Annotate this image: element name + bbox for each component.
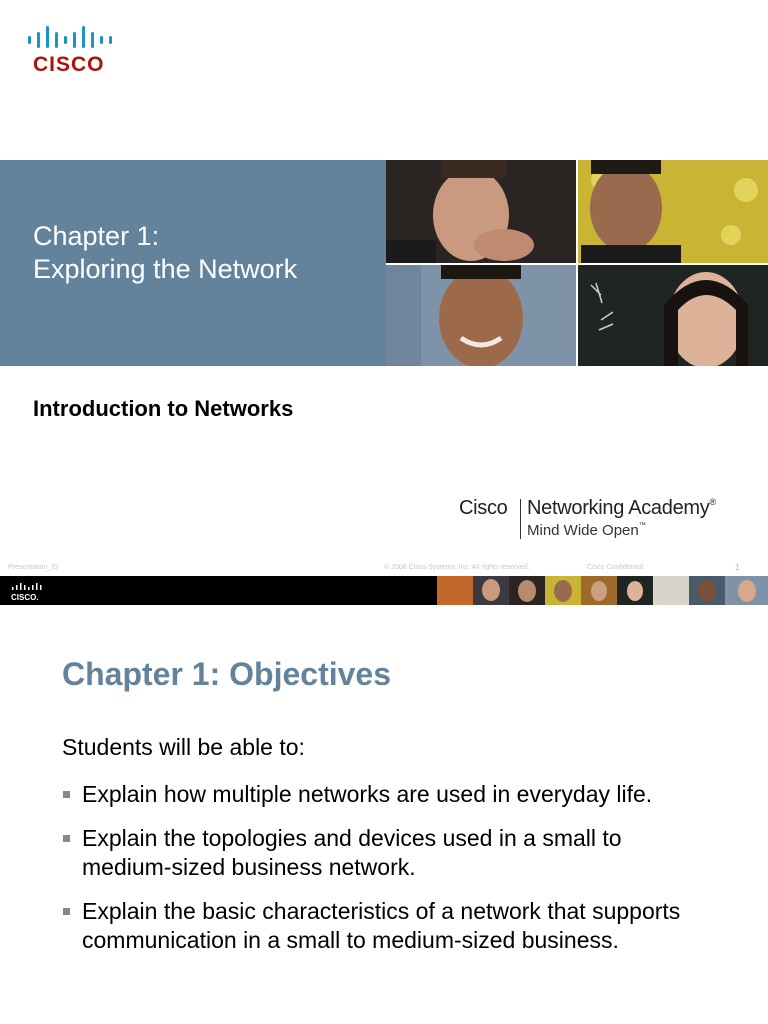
course-subtitle: Introduction to Networks xyxy=(33,396,294,421)
svg-text:CISCO.: CISCO. xyxy=(11,593,39,602)
student-photo-collage xyxy=(386,160,768,366)
square-bullet-icon xyxy=(63,908,70,915)
footer-page-number: 1 xyxy=(735,562,741,572)
footer-presentation-id: Presentation_ID xyxy=(8,564,59,571)
academy-tagline: Mind Wide Open™ xyxy=(527,522,646,539)
academy-name: Networking Academy® xyxy=(527,497,716,519)
mini-cisco-logo-icon xyxy=(10,582,46,602)
objectives-list xyxy=(62,780,712,970)
cisco-logo-wordmark: CISCO xyxy=(33,53,105,76)
objectives-slide xyxy=(0,576,768,1024)
title-line-2: Exploring the Network xyxy=(33,254,298,284)
list-item: Explain how multiple networks are used in everyday life. xyxy=(62,780,712,809)
footer-copyright: © 2008 Cisco Systems, Inc. All rights reserved. xyxy=(384,564,530,571)
list-item: Explain the topologies and devices used in a small to medium-sized business network. xyxy=(62,824,712,882)
slide-title xyxy=(33,220,297,286)
objectives-title: Chapter 1: Objectives xyxy=(62,656,391,692)
square-bullet-icon xyxy=(63,835,70,842)
footer-confidential: Cisco Confidential xyxy=(587,564,644,571)
academy-cisco-word: Cisco xyxy=(459,497,508,519)
header-bar xyxy=(0,576,768,605)
academy-divider xyxy=(520,499,521,539)
title-line-1: Chapter 1: xyxy=(33,221,160,251)
objectives-lead: Students will be able to: xyxy=(62,734,305,760)
square-bullet-icon xyxy=(63,791,70,798)
networking-academy-logo xyxy=(459,497,759,543)
list-item: Explain the basic characteristics of a network that supports communication in a small to medium-sized business. xyxy=(62,897,712,955)
header-photo-strip xyxy=(437,576,768,605)
